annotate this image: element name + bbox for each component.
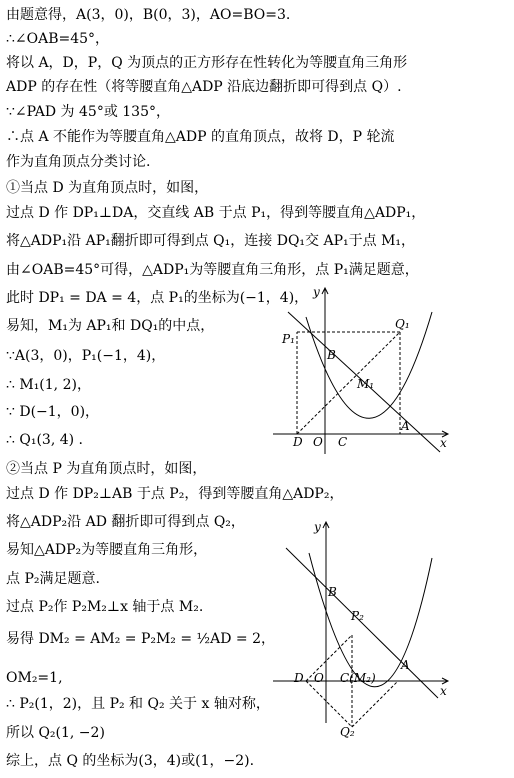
- label-b: B: [328, 585, 337, 599]
- label-x: x: [440, 436, 447, 450]
- text-line-17: ∴ Q₁(3, 4) .: [6, 432, 83, 448]
- label-c-m2: C(M₂): [340, 671, 376, 685]
- text-line-18: ②当点 P 为直角顶点时，如图，: [6, 461, 207, 477]
- text-line-27: 所以 Q₂(1, −2): [6, 725, 105, 741]
- text-line-4: ADP 的存在性（将等腰直角△ADP 沿底边翻折即可得到点 Q）.: [6, 79, 402, 95]
- label-y: y: [313, 285, 320, 299]
- text-line-24: 易得 DM₂ = AM₂ = P₂M₂ = ½AD = 2，: [6, 631, 275, 647]
- text-line-5: ∵∠PAD 为 45°或 135°，: [6, 104, 170, 120]
- label-m1: M₁: [357, 377, 375, 391]
- label-c: C: [338, 435, 348, 449]
- text-line-22: 点 P₂满足题意.: [6, 571, 100, 587]
- text-line-10: 将△ADP₁沿 AP₁翻折即可得到点 Q₁，连接 DQ₁交 AP₁于点 M₁，: [6, 233, 416, 249]
- label-p2: P₂: [351, 609, 364, 623]
- text-line-6: ∴点 A 不能作为等腰直角△ADP 的直角顶点，故将 D，P 轮流: [6, 129, 395, 145]
- text-line-14: ∵A(3，0)，P₁(−1，4)，: [6, 348, 166, 364]
- text-line-15: ∴ M₁(1, 2)，: [6, 377, 91, 393]
- text-line-23: 过点 P₂作 P₂M₂⊥x 轴于点 M₂.: [6, 599, 204, 615]
- segment-q2a: [352, 681, 398, 727]
- segment-dq2: [306, 681, 352, 727]
- label-y: y: [314, 520, 321, 534]
- segment-dq1: [297, 332, 400, 434]
- label-p1: P₁: [282, 332, 295, 346]
- text-line-9: 过点 D 作 DP₁⊥DA，交直线 AB 于点 P₁，得到等腰直角△ADP₁，: [6, 205, 426, 221]
- label-q2: Q₂: [340, 725, 355, 739]
- figure-1: [270, 282, 460, 462]
- label-a: A: [401, 419, 410, 433]
- figure-2: [268, 518, 458, 740]
- text-line-19: 过点 D 作 DP₂⊥AB 于点 P₂，得到等腰直角△ADP₂，: [6, 486, 344, 502]
- label-b: B: [327, 348, 336, 362]
- label-d: D: [293, 435, 303, 449]
- label-q1: Q₁: [395, 317, 410, 331]
- text-line-21: 易知△ADP₂为等腰直角三角形，: [6, 542, 208, 558]
- text-line-1: 由题意得，A(3，0)，B(0，3)，AO=BO=3.: [6, 7, 291, 23]
- text-line-3: 将以 A，D，P，Q 为顶点的正方形存在性转化为等腰直角三角形: [6, 55, 408, 71]
- text-line-26: ∴ P₂(1，2)，且 P₂ 和 Q₂ 关于 x 轴对称，: [6, 696, 270, 712]
- text-line-16: ∵ D(−1，0)，: [6, 404, 100, 420]
- text-line-2: ∴∠OAB=45°，: [6, 31, 110, 47]
- text-line-25: OM₂=1,: [6, 670, 63, 686]
- label-x: x: [440, 684, 447, 698]
- text-line-13: 易知，M₁为 AP₁和 DQ₁的中点，: [6, 318, 215, 334]
- parabola: [309, 553, 432, 687]
- text-line-8: ①当点 D 为直角顶点时，如图，: [6, 180, 209, 196]
- label-o: O: [313, 435, 323, 449]
- text-line-28: 综上，点 Q 的坐标为(3，4)或(1，−2).: [6, 753, 255, 769]
- text-line-12: 此时 DP₁ = DA = 4，点 P₁的坐标为(−1，4)，: [6, 290, 309, 306]
- text-line-11: 由∠OAB=45°可得，△ADP₁为等腰直角三角形，点 P₁满足题意，: [6, 262, 419, 278]
- text-line-7: 作为直角顶点分类讨论.: [6, 154, 151, 170]
- label-o: O: [314, 671, 324, 685]
- label-d: D: [294, 671, 304, 685]
- text-line-20: 将△ADP₂沿 AD 翻折即可得到点 Q₂，: [6, 514, 245, 530]
- label-a: A: [401, 658, 410, 672]
